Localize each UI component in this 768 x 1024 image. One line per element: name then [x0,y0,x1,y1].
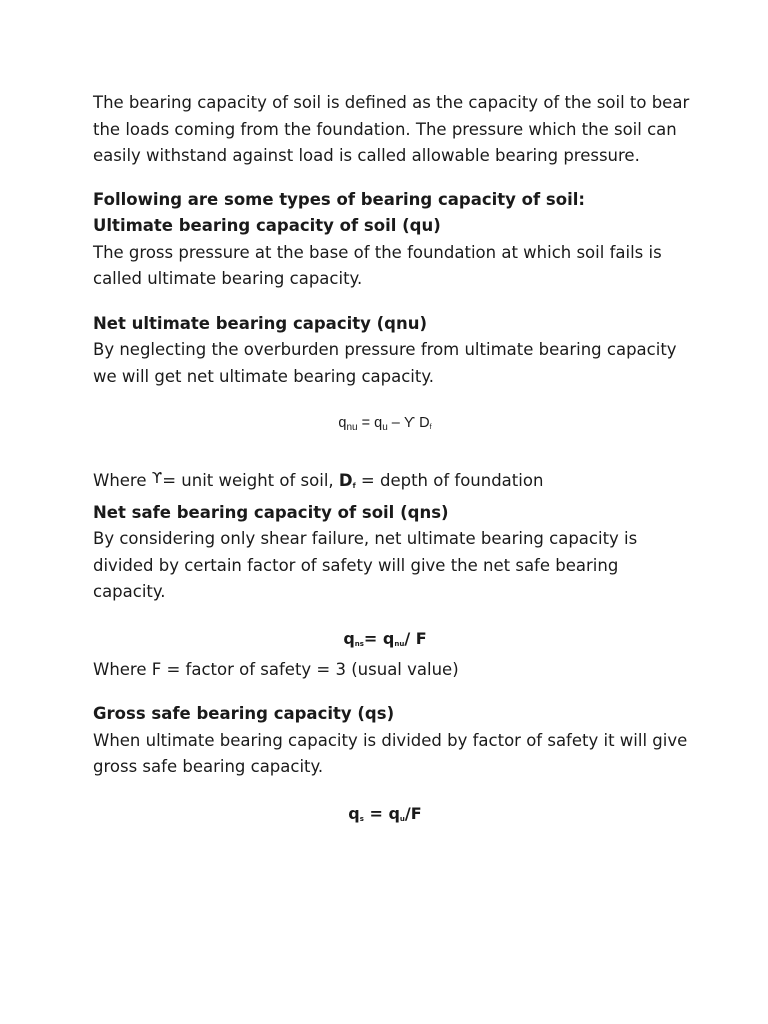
net-safe-heading-text: Net safe bearing capacity of soil (q [93,502,420,522]
intro-paragraph: The bearing capacity of soil is defined as the capacity of the soil to bear the loads coming from the foundation. The pressure which the soil can easily withstand against load is called allowable bearing pressure. [93,93,690,165]
where-d: D [338,471,353,490]
ultimate-heading-close: ) [433,216,441,235]
net-ultimate-formula [93,410,677,441]
ultimate-heading-text: Ultimate bearing capacity of soil (q [93,216,422,235]
net-safe-heading [93,500,693,527]
formula-sub-f: f [429,424,432,431]
where-sub-f: f [352,482,356,490]
formula-s-sub-u: u [399,814,405,823]
formula-ns-sub-nu: nu [394,639,405,648]
formula-sub-s: s [359,814,364,823]
formula-ns-equals: = q [363,628,395,648]
formula-minus-gamma: – ϒ D [387,415,430,431]
net-ultimate-heading-close: ) [419,313,428,333]
where-prefix: Where [93,471,152,490]
gross-safe-heading-text: Gross safe bearing capacity (q [93,704,377,723]
where-gamma-def: = unit weight of soil, [162,471,339,490]
net-ultimate-body: By neglecting the overburden pressure from ultimate bearing capacity we will get net ultimate bearing capacity. [93,340,677,386]
net-ultimate-heading [93,311,693,338]
formula-equals: = q [357,415,383,431]
gross-safe-body: When ultimate bearing capacity is divided by factor of safety it will give gross safe bearing capacity. [93,730,688,776]
gamma-symbol: ϒ [151,469,163,487]
ultimate-body: The gross pressure at the base of the foundation at which soil fails is called ultimate bearing capacity. [93,242,662,288]
formula-sub-u: u [382,422,388,433]
net-safe-heading-close: ) [441,502,449,522]
net-ultimate-heading-sub: nu [396,313,420,333]
net-safe-formula [93,626,677,657]
ultimate-heading [93,213,693,240]
gross-safe-heading-sub: s [376,704,387,723]
net-safe-body: By considering only shear failure, net ultimate bearing capacity is divided by certain factor of safety will give the net safe bearing capacity. [93,529,638,601]
ultimate-heading-sub: u [421,216,434,235]
where-d-def: = depth of foundation [355,471,544,490]
gross-safe-formula [93,801,677,832]
net-ultimate-heading-text: Net ultimate bearing capacity (q [93,313,396,333]
formula-sub-nu: nu [346,422,358,433]
formula-q: q [338,415,347,431]
net-safe-where: Where F = factor of safety = 3 (usual value) [93,659,459,679]
formula-sub-ns: ns [354,639,364,648]
formula-ns-q: q [343,628,355,648]
formula-s-q: q [348,803,360,823]
types-heading: Following are some types of bearing capacity of soil: [93,189,585,209]
net-safe-heading-sub: ns [419,502,442,522]
net-ultimate-where [93,465,693,500]
formula-ns-tail: / F [404,628,427,648]
gross-safe-heading [93,701,693,728]
formula-s-equals: = q [363,803,400,823]
gross-safe-heading-close: ) [386,704,395,723]
formula-s-tail: /F [404,803,422,823]
document-page [93,90,693,832]
